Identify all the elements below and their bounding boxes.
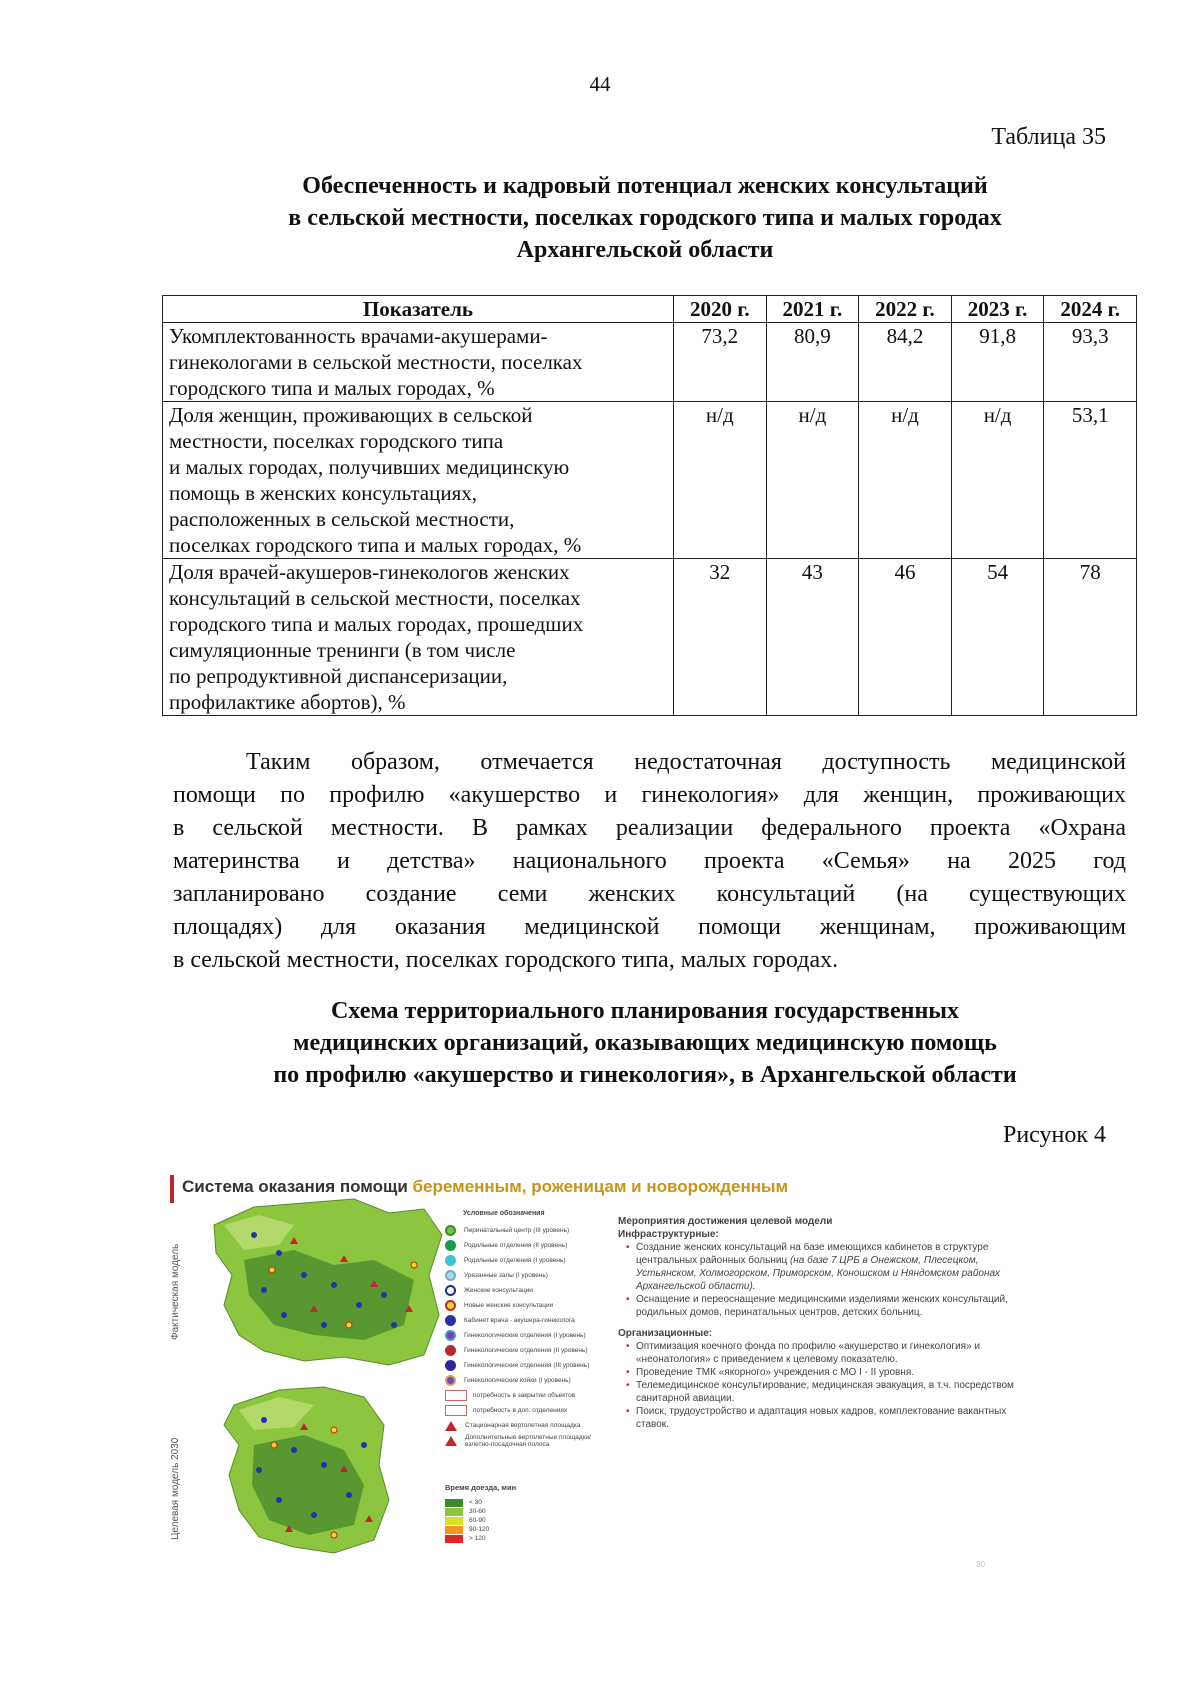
- slide-accent-bar: [170, 1175, 174, 1203]
- facility-marker: [361, 1442, 367, 1448]
- table-title-line: Архангельской области: [516, 237, 774, 263]
- value-cell: н/д: [951, 402, 1044, 559]
- legend-item-label: Гинекологические койки (I уровень): [464, 1377, 571, 1384]
- header-year: 2020 г.: [674, 296, 767, 323]
- value-cell: 53,1: [1044, 402, 1137, 559]
- consultation-marker: [346, 1322, 352, 1328]
- scheme-title-line: Схема территориального планирования государственных: [330, 998, 960, 1024]
- value-cell: 93,3: [1044, 323, 1137, 402]
- indicator-line: поселках городского типа и малых городах, %: [169, 533, 582, 557]
- value-cell: 46: [859, 559, 952, 716]
- indicator-line: Доля женщин, проживающих в сельской: [169, 403, 533, 427]
- legend-item-label: Кабинет врача - акушера-гинеколога: [464, 1317, 575, 1324]
- table-header-row: [163, 296, 1137, 323]
- scheme-title: [150, 995, 1140, 1091]
- indicator-line: городского типа и малых городах, прошедших: [169, 612, 584, 636]
- facility-marker: [301, 1272, 307, 1278]
- legend-item: [445, 1433, 605, 1448]
- region-maps: [184, 1165, 454, 1565]
- legend-helipad-icon: [445, 1436, 457, 1446]
- infra-item-note: (на базе 7 ЦРБ в Онежском, Плесецком, Устьянском, Холмогорском, Приморском, Коношском и Няндомском районах Архангельской области).: [636, 1255, 1001, 1292]
- legend-item: [445, 1283, 605, 1298]
- legend-dot-icon: [445, 1240, 456, 1251]
- legend-item: [445, 1253, 605, 1268]
- indicator-line: по репродуктивной диспансеризации,: [169, 664, 508, 688]
- travel-time-list: [445, 1498, 516, 1543]
- travel-time-item: [445, 1516, 516, 1525]
- table-title-line: в сельской местности, поселках городского типа и малых городах: [288, 205, 1002, 231]
- legend-item: [445, 1388, 605, 1403]
- legend-dot-icon: [445, 1375, 456, 1386]
- legend-dot-icon: [445, 1345, 456, 1356]
- travel-time-swatch: [445, 1535, 463, 1543]
- indicator-line: консультаций в сельской местности, поселках: [169, 586, 581, 610]
- facility-marker: [291, 1447, 297, 1453]
- indicator-line: профилактике абортов), %: [169, 690, 406, 714]
- legend-item-label: Перинатальный центр (III уровень): [464, 1227, 570, 1234]
- facility-marker: [276, 1497, 282, 1503]
- org-item: • Телемедицинское консультирование, медицинская эвакуация, в т.ч. посредством санитарной авиации.: [628, 1379, 1038, 1405]
- legend-item-label: Гинекологические отделения (III уровень): [464, 1362, 590, 1369]
- label-target-model: Целевая модель 2030: [170, 1437, 181, 1540]
- value-cell: 80,9: [766, 323, 859, 402]
- consultation-marker: [271, 1442, 277, 1448]
- travel-time-item: [445, 1507, 516, 1516]
- legend-item: [445, 1373, 605, 1388]
- indicator-line: Доля врачей-акушеров-гинекологов женских: [169, 560, 570, 584]
- legend-item-label: Родильные отделения (I уровень): [464, 1257, 566, 1264]
- legend-item: [445, 1268, 605, 1283]
- table-row: [163, 559, 1137, 716]
- travel-time-label: > 120: [469, 1535, 486, 1542]
- legend-item: [445, 1418, 605, 1433]
- legend-dot-icon: [445, 1225, 456, 1236]
- travel-time-label: < 30: [469, 1499, 482, 1506]
- slide-title-accent: беременным, роженицам и новорожденным: [412, 1177, 789, 1196]
- legend-item-label: Женские консультации: [464, 1287, 533, 1294]
- legend-item-label: Родильные отделения (II уровень): [464, 1242, 568, 1249]
- slide-title-part: Система оказания помощи: [182, 1177, 413, 1196]
- indicator-line: гинекологами в сельской местности, поселках: [169, 350, 583, 374]
- travel-time-item: [445, 1525, 516, 1534]
- paragraph-line: в сельской местности. В рамках реализации федерального проекта «Охрана: [173, 815, 1126, 841]
- value-cell: 84,2: [859, 323, 952, 402]
- indicator-line: городского типа и малых городах, %: [169, 376, 495, 400]
- org-item: • Проведение ТМК «якорного» учреждения с МО I - II уровня.: [628, 1366, 1038, 1379]
- figure-label: Рисунок 4: [1002, 1122, 1106, 1148]
- legend-item: [445, 1343, 605, 1358]
- indicator-cell: [163, 559, 674, 716]
- measures-panel: [618, 1215, 1038, 1439]
- facility-marker: [321, 1322, 327, 1328]
- facility-marker: [331, 1282, 337, 1288]
- value-cell: н/д: [766, 402, 859, 559]
- legend-dot-icon: [445, 1285, 456, 1296]
- scheme-title-line: медицинских организаций, оказывающих медицинскую помощь: [293, 1030, 997, 1056]
- page-number: 44: [589, 72, 611, 96]
- legend-helipad-icon: [445, 1421, 457, 1431]
- label-actual-model: Фактическая модель: [170, 1243, 181, 1340]
- legend-item-label: Урезанные залы (I уровень): [464, 1272, 548, 1279]
- consultation-marker: [411, 1262, 417, 1268]
- legend-item: [445, 1238, 605, 1253]
- facility-marker: [321, 1462, 327, 1468]
- infra-item: [628, 1241, 1038, 1293]
- legend-dot-icon: [445, 1270, 456, 1281]
- paragraph-line: помощи по профилю «акушерство и гинекология» для женщин, проживающих: [173, 782, 1126, 808]
- travel-time-title: Время доезда, мин: [445, 1483, 517, 1492]
- paragraph-line: в сельской местности, поселках городского типа, малых городах.: [173, 947, 839, 973]
- value-cell: 73,2: [674, 323, 767, 402]
- value-cell: 78: [1044, 559, 1137, 716]
- facility-marker: [281, 1312, 287, 1318]
- infra-title: Инфраструктурные:: [618, 1229, 719, 1240]
- indicator-cell: [163, 402, 674, 559]
- paragraph-line: Таким образом, отмечается недостаточная доступность медицинской: [246, 749, 1126, 775]
- legend-item: [445, 1403, 605, 1418]
- legend-item-label: потребность в доп. отделениях: [473, 1407, 568, 1414]
- table-label: Таблица 35: [991, 124, 1106, 150]
- facility-marker: [251, 1232, 257, 1238]
- facility-marker: [356, 1302, 362, 1308]
- infra-list: [618, 1241, 1038, 1319]
- legend-dot-icon: [445, 1330, 456, 1341]
- value-cell: н/д: [859, 402, 952, 559]
- map-actual: [214, 1199, 442, 1365]
- travel-time-legend: [445, 1483, 516, 1543]
- legend-item: [445, 1298, 605, 1313]
- header-year: 2021 г.: [766, 296, 859, 323]
- facility-marker: [256, 1467, 262, 1473]
- indicator-cell: [163, 323, 674, 402]
- slide-number: 30: [976, 1560, 985, 1569]
- indicator-line: местности, поселках городского типа: [169, 429, 504, 453]
- travel-time-item: [445, 1498, 516, 1507]
- legend-item: [445, 1328, 605, 1343]
- value-cell: 91,8: [951, 323, 1044, 402]
- infra-item: [628, 1293, 1038, 1319]
- header-indicator: Показатель: [163, 296, 674, 323]
- legend-item-label: Гинекологические отделения (I уровень): [464, 1332, 586, 1339]
- facility-marker: [276, 1250, 282, 1256]
- infra-item-text: Создание женских консультаций на базе имеющихся кабинетов в структуре центральных районных больниц: [636, 1242, 989, 1266]
- value-cell: н/д: [674, 402, 767, 559]
- table-title: [150, 170, 1140, 266]
- facility-marker: [311, 1512, 317, 1518]
- header-year: 2022 г.: [859, 296, 952, 323]
- legend-dot-icon: [445, 1360, 456, 1371]
- map-target: [224, 1387, 389, 1553]
- legend-item: [445, 1313, 605, 1328]
- indicator-line: и малых городах, получивших медицинскую: [169, 455, 570, 479]
- value-cell: 32: [674, 559, 767, 716]
- facility-marker: [346, 1492, 352, 1498]
- legend-item: [445, 1358, 605, 1373]
- travel-time-swatch: [445, 1526, 463, 1534]
- legend-box-icon: [445, 1405, 467, 1416]
- legend-item-label: потребность в закрытии объектов: [473, 1392, 576, 1399]
- legend-dot-icon: [445, 1315, 456, 1326]
- facility-marker: [381, 1292, 387, 1298]
- org-item: • Поиск, трудоустройство и адаптация новых кадров, комплектование вакантных ставок.: [628, 1405, 1038, 1431]
- table-row: [163, 402, 1137, 559]
- body-paragraph: [173, 746, 1126, 977]
- indicator-line: Укомплектованность врачами-акушерами-: [169, 324, 548, 348]
- facility-marker: [261, 1287, 267, 1293]
- legend-item-label: Стационарная вертолетная площадка: [465, 1422, 581, 1429]
- header-year: 2024 г.: [1044, 296, 1137, 323]
- legend-list: [445, 1223, 605, 1448]
- figure-slide: [170, 1165, 1080, 1569]
- indicator-line: симуляционные тренинги (в том числе: [169, 638, 516, 662]
- legend-dot-icon: [445, 1300, 456, 1311]
- paragraph-line: запланировано создание семи женских консультаций (на существующих: [173, 881, 1126, 907]
- org-item: • Оптимизация коечного фонда по профилю «акушерство и гинекология» и «неонатология» с приведением к целевому показателю.: [628, 1340, 1038, 1366]
- indicator-line: помощь в женских консультациях,: [169, 481, 477, 505]
- consultation-marker: [331, 1532, 337, 1538]
- legend-title: Условные обозначения: [463, 1210, 545, 1217]
- travel-time-swatch: [445, 1508, 463, 1516]
- infra-item-text: Оснащение и переоснащение медицинскими изделиями женских консультаций, родильных домов, перинатальных центров, детских больниц.: [636, 1294, 1008, 1318]
- org-list: [618, 1340, 1038, 1431]
- consultation-marker: [269, 1267, 275, 1273]
- data-table: [162, 295, 1137, 716]
- travel-time-swatch: [445, 1517, 463, 1525]
- facility-marker: [261, 1417, 267, 1423]
- table-title-line: Обеспеченность и кадровый потенциал женских консультаций: [302, 173, 988, 199]
- consultation-marker: [331, 1427, 337, 1433]
- scheme-title-line: по профилю «акушерство и гинекология», в Архангельской области: [273, 1062, 1017, 1088]
- paragraph-line: площадях) для оказания медицинской помощи женщинам, проживающим: [173, 914, 1126, 940]
- indicator-line: расположенных в сельской местности,: [169, 507, 515, 531]
- travel-time-label: 30-60: [469, 1508, 486, 1515]
- travel-time-item: [445, 1534, 516, 1543]
- org-title: Организационные:: [618, 1328, 713, 1339]
- table-row: [163, 323, 1137, 402]
- header-year: 2023 г.: [951, 296, 1044, 323]
- travel-time-label: 90-120: [469, 1526, 490, 1533]
- legend-dot-icon: [445, 1255, 456, 1266]
- legend-item-label: Гинекологические отделения (II уровень): [464, 1347, 588, 1354]
- value-cell: 43: [766, 559, 859, 716]
- paragraph-line: материнства и детства» национального проекта «Семья» на 2025 год: [173, 848, 1126, 874]
- travel-time-swatch: [445, 1499, 463, 1507]
- legend-item-label: Новые женские консультации: [464, 1302, 554, 1309]
- legend-box-icon: [445, 1390, 467, 1401]
- measures-title: Мероприятия достижения целевой модели: [618, 1216, 833, 1227]
- legend-item: [445, 1223, 605, 1238]
- value-cell: 54: [951, 559, 1044, 716]
- travel-time-label: 60-90: [469, 1517, 486, 1524]
- facility-marker: [391, 1322, 397, 1328]
- map-legend: [445, 1210, 605, 1448]
- legend-item-label: Дополнительные вертолетные площадки/взлетно-посадочная полоса: [465, 1433, 591, 1448]
